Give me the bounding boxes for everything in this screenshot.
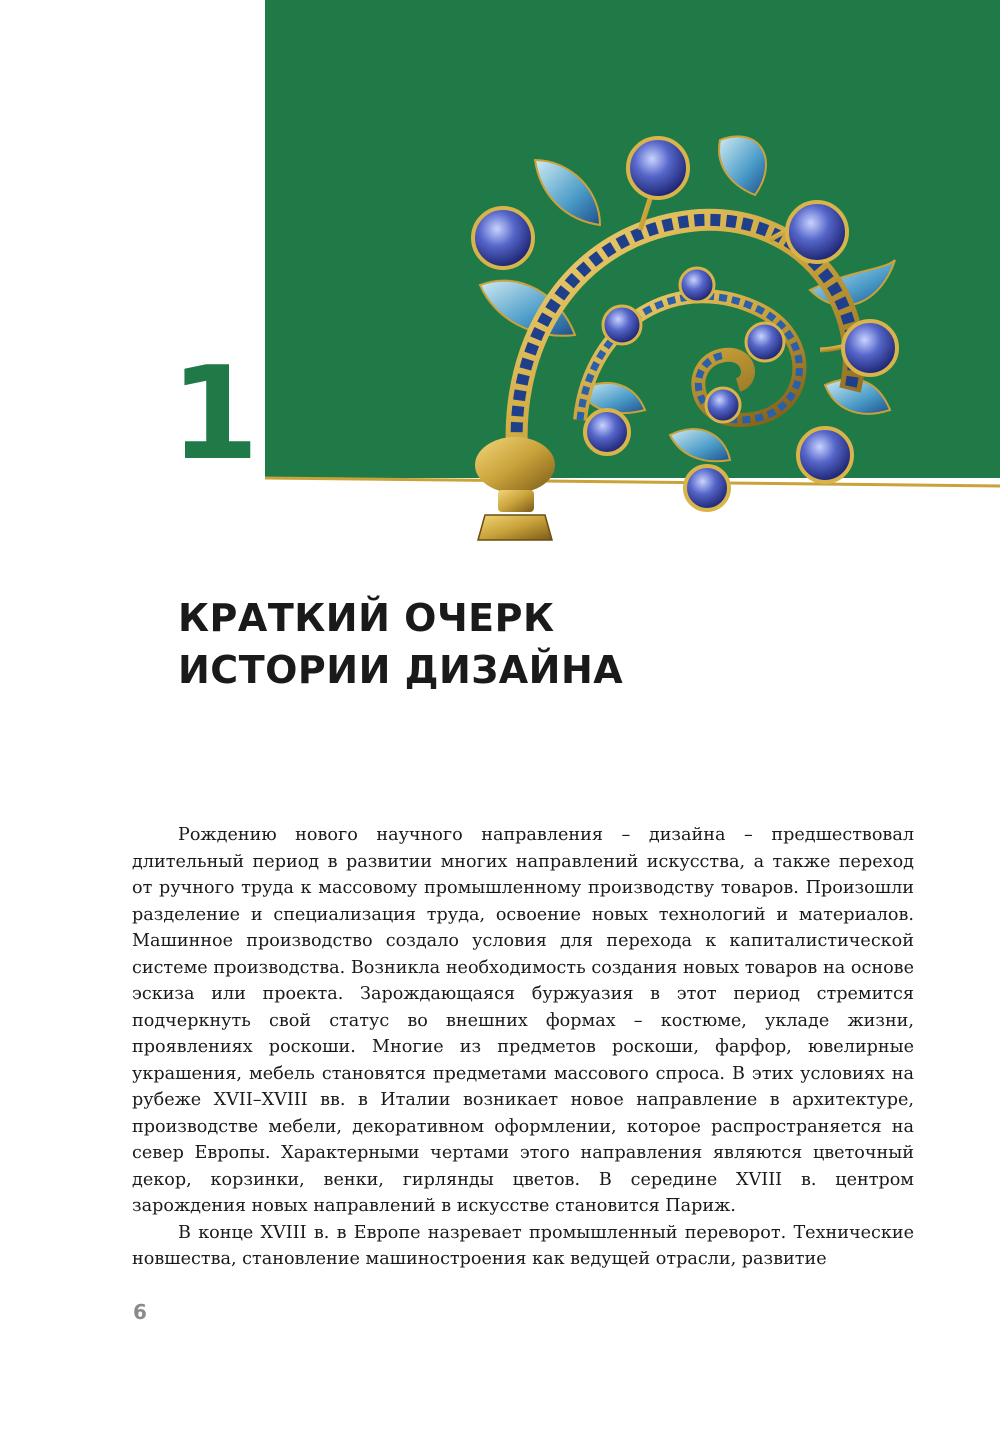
paragraph: Рождению нового научного направления – дизайна – предшествовал длительный период в развитии многих направлений искусства, а также переход от ручного труда к массовому промышленному производству товаров. Произошли разделение и специализация труда, освоение новых технологий и материалов. Машинное производство создало условия для перехода к капиталистической системе производства. Возникла необходимость создания новых товаров на основе эскиза или проекта. Зарождающаяся буржуазия в этот период стремится подчеркнуть свой статус во внешних формах – костюме, укладе жизни, проявлениях роскоши. Многие из предметов роскоши, фарфор, ювелирные украшения, мебель становятся предметами массового спроса. В этих условиях на рубеже XVII–XVIII вв. в Италии возникает новое направление в архитектуре, производстве мебели, декоративном оформлении, которое распространяется на север Европы. Характерными чертами этого направления являются цветочный декор, корзинки, венки, гирлянды цветов. В середине XVIII в. центром зарождения новых направлений в искусстве становится Париж. <box>132 825 914 1216</box>
brooch-illustration <box>440 120 920 550</box>
chapter-title <box>178 592 818 696</box>
chapter-title-line-2: ИСТОРИИ ДИЗАЙНА <box>178 648 624 692</box>
chapter-title-line-1: КРАТКИЙ ОЧЕРК <box>178 596 555 640</box>
body-text <box>132 822 914 1273</box>
paragraph: В конце XVIII в. в Европе назревает промышленный переворот. Технические новшества, становление машиностроения как ведущей отрасли, развитие <box>132 1222 914 1269</box>
page-number: 6 <box>133 1300 147 1324</box>
chapter-number: 1 <box>170 340 260 489</box>
